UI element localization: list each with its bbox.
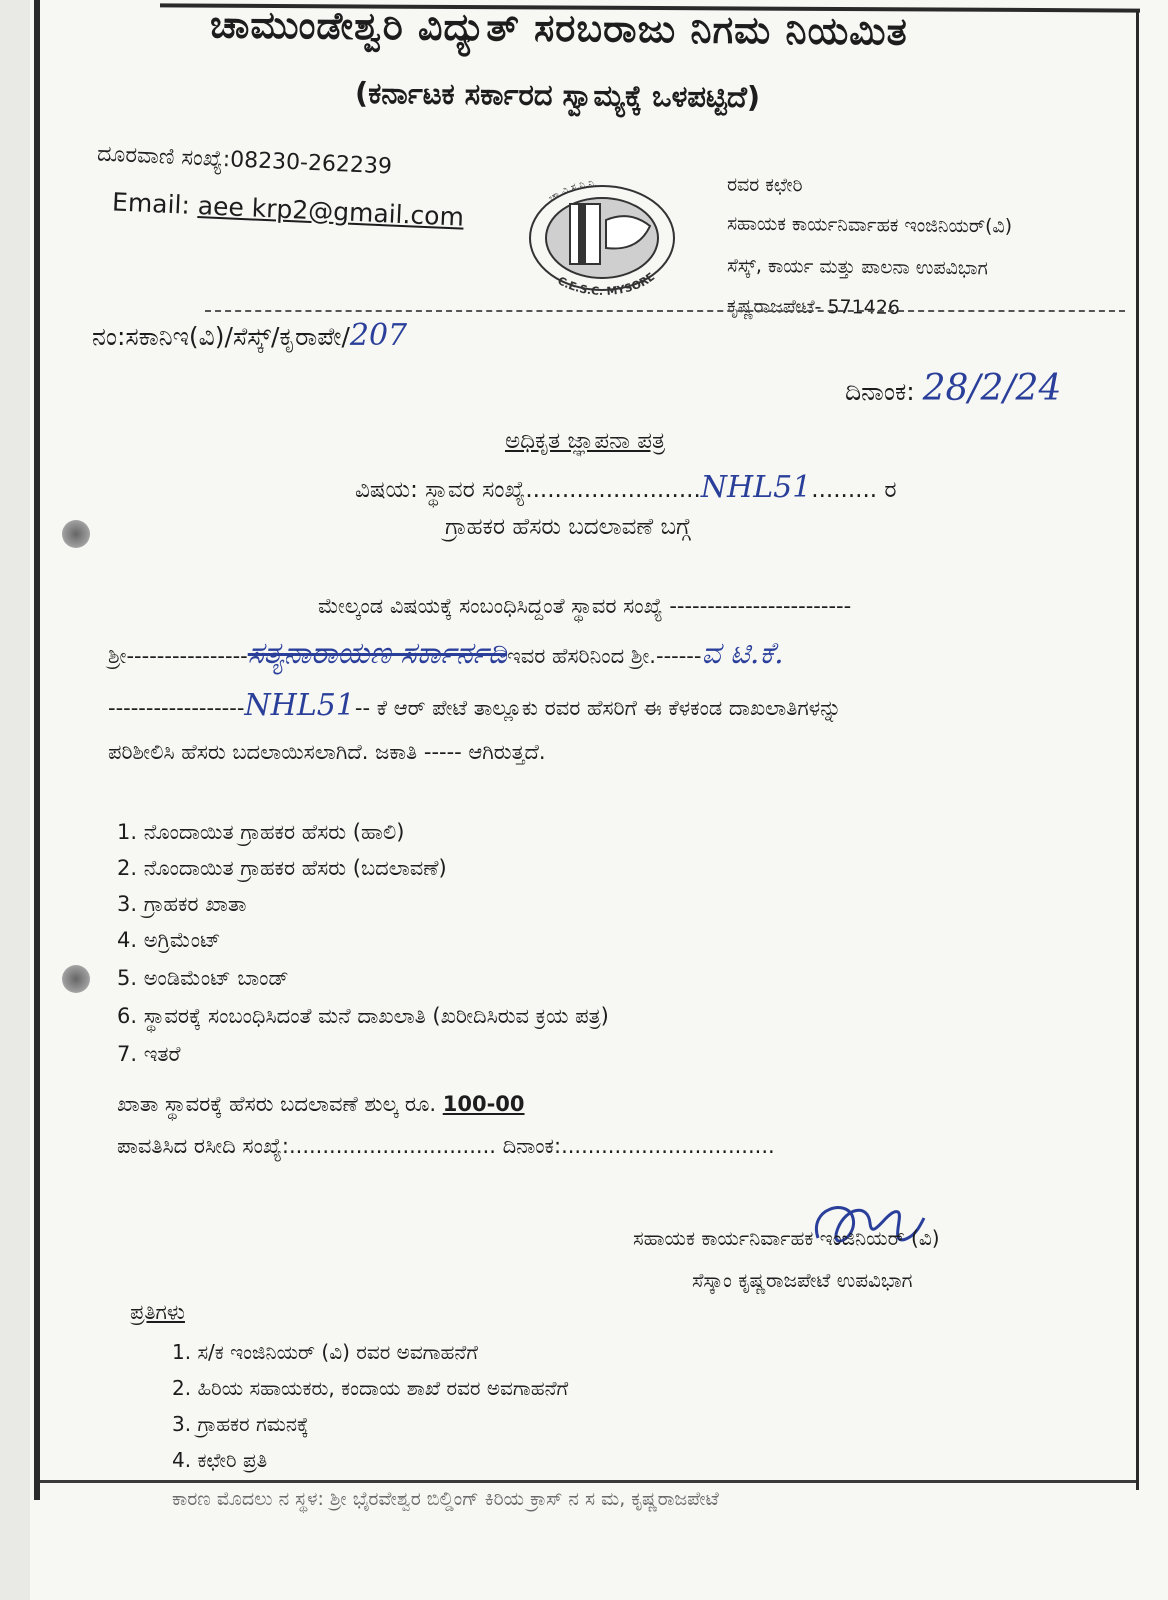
copy-item: 2. ಹಿರಿಯ ಸಹಾಯಕರು, ಕಂದಾಯ ಶಾಖೆ ರವರ ಅವಗಾಹನೆಗೆ	[172, 1376, 569, 1400]
document-item: 7. ಇತರೆ	[117, 1042, 181, 1066]
reference-number	[92, 318, 407, 353]
copy-item: 3. ಗ್ರಾಹಕರ ಗಮನಕ್ಕೆ	[172, 1412, 309, 1436]
fee-line	[117, 1092, 525, 1117]
email-label: Email:	[111, 187, 199, 221]
org-title: ಚಾಮುಂಡೇಶ್ವರಿ ವಿದ್ಯುತ್ ಸರಬರಾಜು ನಿಗಮ ನಿಯಮಿತ	[209, 2, 909, 54]
date-value: 28/2/24	[922, 368, 1062, 409]
old-consumer-name: ಸತ್ಯನಾರಾಯಣ ಸರ್ಕಾರ್ನಡಿ	[247, 636, 508, 671]
copy-item: 1. ಸ/ಕ ಇಂಜಿನಿಯರ್ (ವಿ) ರವರ ಅವಗಾಹನೆಗೆ	[172, 1340, 478, 1364]
p2-mid: ಇವರ ಹೆಸರಿನಿಂದ ಶ್ರೀ.------	[507, 644, 702, 668]
bottom-border	[40, 1480, 1136, 1483]
office-line-3: ಸೆಸ್ಕ್, ಕಾರ್ಯ ಮತ್ತು ಪಾಲನಾ ಉಪವಿಭಾಗ	[726, 254, 988, 280]
cesc-logo	[518, 176, 686, 296]
subject-line: ವಿಷಯ: ಸ್ಥಾವರ ಸಂಖ್ಯೆ........................NHL51......... ರ	[355, 470, 897, 505]
document-item: 6. ಸ್ಥಾವರಕ್ಕೆ ಸಂಬಂಧಿಸಿದಂತೆ ಮನೆ ದಾಖಲಾತಿ (ಖರೀದಿಸಿರುವ ಕ್ರಯ ಪತ್ರ)	[117, 1004, 609, 1028]
office-line-4: ಕೃಷ್ಣರಾಜಪೇಟೆ- 571426	[726, 295, 901, 319]
document-item: 5. ಅಂಡಿಮೆಂಟ್ ಬಾಂಡ್	[117, 966, 289, 990]
office-line-1: ರವರ ಕಛೇರಿ	[726, 173, 803, 197]
document-item: 3. ಗ್ರಾಹಕರ ಖಾತಾ	[117, 892, 247, 916]
p2-prefix: ಶ್ರೀ----------------	[108, 644, 248, 668]
document-item: 1. ನೊಂದಾಯಿತ ಗ್ರಾಹಕರ ಹೆಸರು (ಹಾಲಿ)	[117, 820, 405, 844]
subject-value: NHL51	[700, 470, 812, 505]
subject-suffix: ರ	[884, 477, 897, 503]
copy-item: 4. ಕಛೇರಿ ಪ್ರತಿ	[172, 1448, 268, 1472]
fee-amount: 100-00	[442, 1092, 525, 1116]
new-consumer-name: ವ ಟಿ.ಕೆ.	[701, 636, 784, 671]
punch-hole	[62, 965, 90, 993]
body-paragraph-1: ಮೇಲ್ಕಂಡ ವಿಷಯಕ್ಕೆ ಸಂಬಂಧಿಸಿದ್ದಂತೆ ಸ್ಥಾವರ ಸಂಖ್ಯೆ ------------------------	[318, 594, 852, 618]
copies-heading: ಪ್ರತಿಗಳು	[130, 1300, 185, 1324]
signatory-title: ಸಹಾಯಕ ಕಾರ್ಯನಿರ್ವಾಹಕ ಇಂಜಿನಿಯರ್ (ವಿ)	[633, 1226, 940, 1250]
document-item: 4. ಅಗ್ರಿಮೆಂಟ್	[117, 928, 221, 952]
p3-installation-no: NHL51	[244, 688, 355, 723]
signatory-subdivision: ಸೆಸ್ಕಾಂ ಕೃಷ್ಣರಾಜಪೇಟೆ ಉಪವಿಭಾಗ	[692, 1268, 913, 1292]
memo-heading: ಅಧಿಕೃತ ಜ್ಞಾಪನಾ ಪತ್ರ	[505, 428, 666, 454]
logo-bottom-text: C.E.S.C. MYSORE	[555, 270, 658, 296]
ref-value: 207	[349, 318, 408, 353]
p3-text: -- ಕೆ ಆರ್ ಪೇಟೆ ತಾಲ್ಲೂಕು ರವರ ಹೆಸರಿಗೆ ಈ ಕೆಳಕಂಡ ದಾಖಲಾತಿಗಳನ್ನು	[354, 696, 842, 720]
subject-label: ವಿಷಯ: ಸ್ಥಾವರ ಸಂಖ್ಯೆ	[355, 477, 526, 503]
receipt-line: ಪಾವತಿಸಿದ ರಸೀದಿ ಸಂಖ್ಯೆ:............................... ದಿನಾಂಕ:................................	[117, 1134, 775, 1158]
header-separator	[205, 310, 1125, 312]
right-border	[1136, 10, 1139, 1490]
email-value: aee krp2@gmail.com	[197, 191, 465, 232]
subject-line-2: ಗ್ರಾಹಕರ ಹೆಸರು ಬದಲಾವಣೆ ಬಗ್ಗೆ	[445, 514, 691, 540]
date-label: ದಿನಾಂಕ:	[845, 377, 923, 406]
logo-top-text: ಚಾ.ವಿ.ಸ.ನಿ.ನಿ.	[546, 178, 598, 205]
punch-hole	[62, 520, 90, 548]
footer-address: ಕಾರಣ ಮೊದಲು ನ ಸ್ಥಳ: ಶ್ರೀ ಭೈರವೇಶ್ವರ ಬಿಲ್ಡಿಂಗ್ ಕಿರಿಯ ಕ್ರಾಸ್ ನ ಸ ಮ, ಕೃಷ್ಣರಾಜಪೇಟೆ	[172, 1488, 719, 1510]
phone-number: ದೂರವಾಣಿ ಸಂಖ್ಯೆ:08230-262239	[96, 141, 393, 180]
document-item: 2. ನೊಂದಾಯಿತ ಗ್ರಾಹಕರ ಹೆಸರು (ಬದಲಾವಣೆ)	[117, 856, 447, 880]
body-paragraph-4: ಪರಿಶೀಲಿಸಿ ಹೆಸರು ಬದಲಾಯಿಸಲಾಗಿದೆ. ಜಕಾತಿ ----- ಆಗಿರುತ್ತದೆ.	[108, 740, 546, 764]
fee-label: ಖಾತಾ ಸ್ಥಾವರಕ್ಕೆ ಹೆಸರು ಬದಲಾವಣೆ ಶುಲ್ಕ ರೂ.	[117, 1092, 443, 1116]
office-line-2: ಸಹಾಯಕ ಕಾರ್ಯನಿರ್ವಾಹಕ ಇಂಜಿನಿಯರ್(ವಿ)	[726, 212, 1013, 238]
body-paragraph-3	[108, 688, 841, 723]
p3-prefix: ------------------	[108, 696, 245, 720]
body-paragraph-2	[108, 636, 784, 671]
left-border	[34, 0, 40, 1500]
org-subtitle: (ಕರ್ನಾಟಕ ಸರ್ಕಾರದ ಸ್ವಾಮ್ಯಕ್ಕೆ ಒಳಪಟ್ಟಿದೆ)	[354, 75, 761, 115]
letter-date	[845, 368, 1061, 409]
ref-label: ನಂ:ಸಕಾನಿಇ(ವಿ)/ಸೆಸ್ಕ್/ಕೃರಾಪೇ/	[92, 322, 350, 351]
